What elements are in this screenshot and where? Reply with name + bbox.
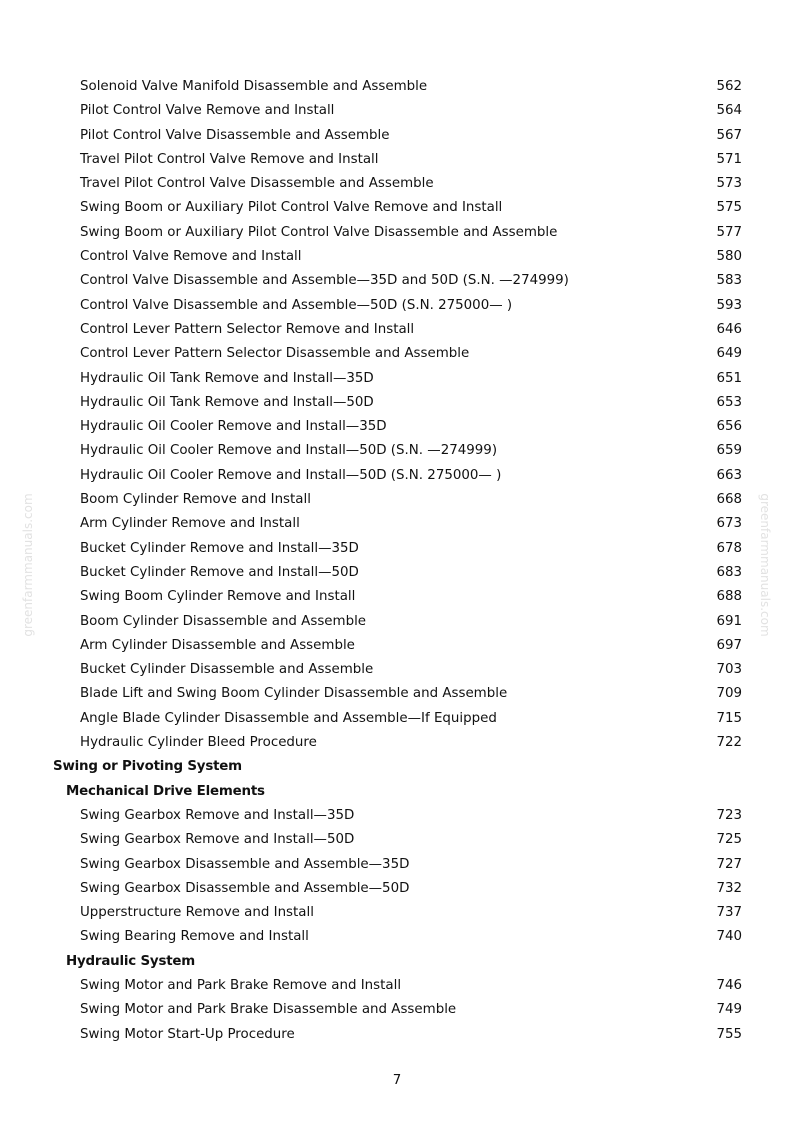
toc-entry-title: Swing Bearing Remove and Install (80, 929, 309, 945)
toc-entry-page-number: 573 (716, 176, 742, 192)
toc-entry[interactable] (0, 658, 794, 682)
toc-entry[interactable] (0, 512, 794, 536)
toc-entry-title: Swing or Pivoting System (53, 759, 242, 775)
toc-entry[interactable] (0, 172, 794, 196)
toc-entry-page-number: 755 (716, 1026, 742, 1042)
toc-entry-title: Swing Gearbox Remove and Install—50D (80, 832, 355, 848)
toc-entry-title: Boom Cylinder Remove and Install (80, 492, 311, 508)
toc-entry-page-number: 678 (716, 540, 742, 556)
toc-entry-page-number: 725 (716, 832, 742, 848)
toc-entry[interactable] (0, 610, 794, 634)
toc-entry[interactable] (0, 367, 794, 391)
toc-entry-page-number: 683 (716, 564, 742, 580)
toc-entry-title: Control Valve Disassemble and Assemble—35D and 50D (S.N. —274999) (80, 273, 569, 289)
toc-entry-title: Solenoid Valve Manifold Disassemble and Assemble (80, 79, 428, 94)
toc-entry-title: Hydraulic System (66, 953, 196, 969)
toc-entry[interactable] (0, 488, 794, 512)
toc-entry-page-number: 732 (716, 880, 742, 896)
toc-entry-title: Swing Motor Start-Up Procedure (80, 1026, 295, 1042)
toc-entry-title: Mechanical Drive Elements (66, 783, 265, 799)
toc-entry-page-number: 649 (716, 346, 742, 362)
toc-entry-title: Boom Cylinder Disassemble and Assemble (80, 613, 367, 629)
toc-entry[interactable] (0, 269, 794, 293)
toc-entry-page-number: 727 (716, 856, 742, 872)
toc-entry-page-number: 697 (716, 637, 742, 653)
toc-entry-page-number: 562 (716, 79, 742, 94)
toc-entry[interactable] (0, 634, 794, 658)
toc-entry[interactable] (0, 561, 794, 585)
toc-entry[interactable] (0, 99, 794, 123)
toc-entry-title: Swing Boom or Auxiliary Pilot Control Valve Disassemble and Assemble (80, 224, 558, 240)
toc-entry-page-number: 737 (716, 905, 742, 921)
toc-entry-title: Swing Gearbox Disassemble and Assemble—50D (80, 880, 410, 896)
toc-entry[interactable] (0, 75, 794, 99)
toc-entry-title: Travel Pilot Control Valve Remove and Install (80, 151, 379, 167)
toc-entry-title: Bucket Cylinder Remove and Install—50D (80, 564, 359, 580)
toc-entry-page-number: 668 (716, 492, 742, 508)
toc-entry[interactable] (0, 707, 794, 731)
toc-entry-page-number: 593 (716, 297, 742, 313)
toc-entry-title: Hydraulic Oil Tank Remove and Install—50D (80, 394, 374, 410)
page-number: 7 (392, 1073, 402, 1088)
toc-entry-page-number: 673 (716, 516, 742, 532)
toc-entry-page-number: 709 (716, 686, 742, 702)
toc-entry-page-number: 749 (716, 1002, 742, 1018)
toc-entry-title: Bucket Cylinder Disassemble and Assemble (80, 662, 374, 678)
toc-entry[interactable] (0, 221, 794, 245)
toc-entry[interactable] (0, 342, 794, 366)
toc-entry-page-number: 691 (716, 613, 742, 629)
toc-entry-title: Hydraulic Oil Cooler Remove and Install—35D (80, 419, 387, 435)
toc-entry-title: Pilot Control Valve Remove and Install (80, 103, 335, 119)
toc-entry-title: Swing Boom Cylinder Remove and Install (80, 589, 356, 605)
toc-entry-title: Angle Blade Cylinder Disassemble and Assemble—If Equipped (80, 710, 497, 726)
toc-entry-title: Arm Cylinder Disassemble and Assemble (80, 637, 355, 653)
toc-subsection-heading (0, 780, 794, 804)
toc-entry[interactable] (0, 877, 794, 901)
table-of-contents (0, 75, 794, 1047)
toc-entry[interactable] (0, 853, 794, 877)
toc-entry-page-number: 656 (716, 419, 742, 435)
toc-entry[interactable] (0, 391, 794, 415)
toc-entry[interactable] (0, 998, 794, 1022)
watermark-left: greenfarmmanuals.com (21, 493, 35, 637)
toc-entry-page-number: 746 (716, 977, 742, 993)
toc-entry-page-number: 722 (716, 735, 742, 751)
toc-entry-title: Hydraulic Oil Cooler Remove and Install—50D (S.N. 275000— ) (80, 467, 502, 483)
toc-entry[interactable] (0, 415, 794, 439)
toc-entry-page-number: 580 (716, 249, 742, 265)
toc-entry[interactable] (0, 439, 794, 463)
toc-entry-title: Hydraulic Oil Cooler Remove and Install—50D (S.N. —274999) (80, 443, 498, 459)
toc-entry-title: Control Lever Pattern Selector Remove and Install (80, 321, 415, 337)
toc-entry[interactable] (0, 804, 794, 828)
toc-entry-title: Swing Motor and Park Brake Disassemble and Assemble (80, 1002, 457, 1018)
toc-entry-page-number: 653 (716, 394, 742, 410)
toc-entry[interactable] (0, 196, 794, 220)
toc-entry[interactable] (0, 464, 794, 488)
toc-section-heading (0, 755, 794, 779)
toc-entry[interactable] (0, 828, 794, 852)
toc-entry[interactable] (0, 974, 794, 998)
toc-entry-title: Swing Boom or Auxiliary Pilot Control Valve Remove and Install (80, 200, 503, 216)
toc-entry[interactable] (0, 682, 794, 706)
toc-entry[interactable] (0, 901, 794, 925)
toc-entry-page-number: 688 (716, 589, 742, 605)
toc-entry[interactable] (0, 731, 794, 755)
toc-entry-page-number: 723 (716, 807, 742, 823)
toc-entry-page-number: 567 (716, 127, 742, 143)
toc-entry-title: Arm Cylinder Remove and Install (80, 516, 300, 532)
toc-entry-title: Bucket Cylinder Remove and Install—35D (80, 540, 359, 556)
toc-entry-title: Upperstructure Remove and Install (80, 905, 314, 921)
toc-entry-page-number: 564 (716, 103, 742, 119)
toc-entry-title: Control Lever Pattern Selector Disassemble and Assemble (80, 346, 470, 362)
toc-entry-page-number: 740 (716, 929, 742, 945)
toc-entry-title: Pilot Control Valve Disassemble and Assemble (80, 127, 390, 143)
toc-entry-title: Swing Gearbox Remove and Install—35D (80, 807, 355, 823)
toc-entry-page-number: 577 (716, 224, 742, 240)
toc-entry-page-number: 646 (716, 321, 742, 337)
toc-entry-page-number: 659 (716, 443, 742, 459)
toc-entry[interactable] (0, 585, 794, 609)
toc-entry-page-number: 703 (716, 662, 742, 678)
toc-entry-page-number: 571 (716, 151, 742, 167)
toc-entry[interactable] (0, 294, 794, 318)
toc-entry-page-number: 663 (716, 467, 742, 483)
toc-entry-title: Hydraulic Cylinder Bleed Procedure (80, 735, 317, 751)
toc-entry[interactable] (0, 318, 794, 342)
toc-entry-title: Travel Pilot Control Valve Disassemble and Assemble (80, 176, 434, 192)
toc-entry[interactable] (0, 1023, 794, 1047)
toc-entry-title: Control Valve Disassemble and Assemble—50D (S.N. 275000— ) (80, 297, 513, 313)
toc-entry-page-number: 651 (716, 370, 742, 386)
toc-entry-title: Swing Motor and Park Brake Remove and Install (80, 977, 402, 993)
toc-entry[interactable] (0, 124, 794, 148)
toc-entry-page-number: 715 (716, 710, 742, 726)
toc-entry[interactable] (0, 537, 794, 561)
toc-entry-title: Blade Lift and Swing Boom Cylinder Disassemble and Assemble (80, 686, 508, 702)
toc-entry-page-number: 583 (716, 273, 742, 289)
toc-entry-title: Control Valve Remove and Install (80, 249, 302, 265)
toc-entry-title: Hydraulic Oil Tank Remove and Install—35D (80, 370, 374, 386)
toc-subsection-heading (0, 950, 794, 974)
toc-entry[interactable] (0, 925, 794, 949)
toc-entry[interactable] (0, 148, 794, 172)
toc-entry-page-number: 575 (716, 200, 742, 216)
toc-entry-title: Swing Gearbox Disassemble and Assemble—35D (80, 856, 410, 872)
watermark-right: greenfarmmanuals.com (758, 493, 772, 637)
toc-entry[interactable] (0, 245, 794, 269)
